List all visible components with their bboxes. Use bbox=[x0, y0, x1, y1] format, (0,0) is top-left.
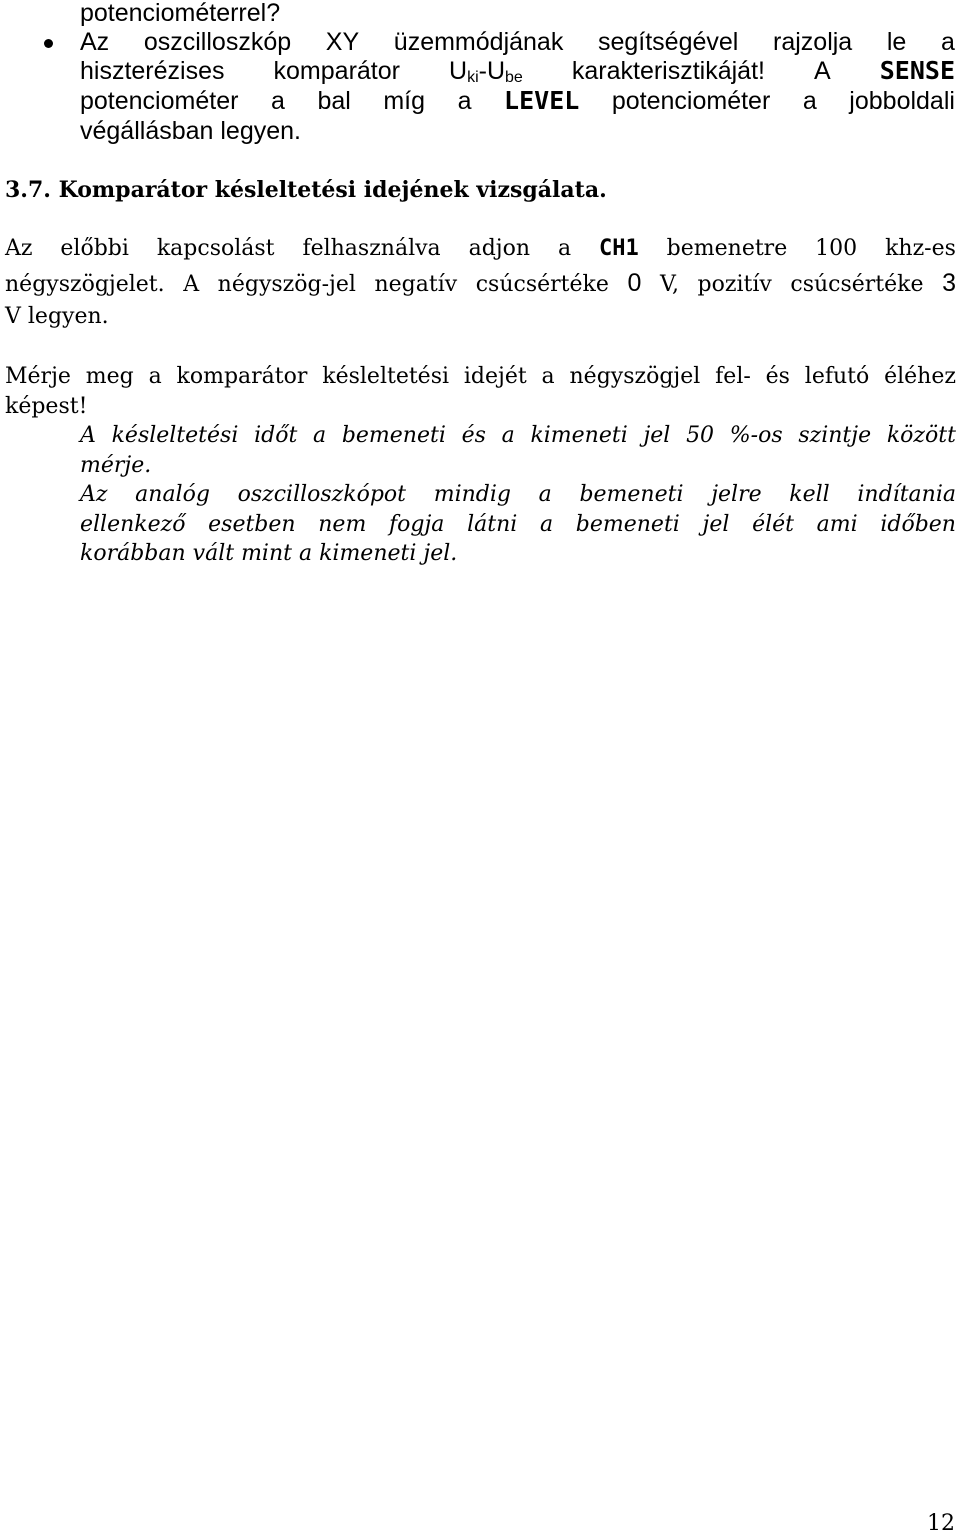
word: és bbox=[461, 423, 486, 448]
para1-line-2: négyszögjelet. A négyszög-jel negatív csúcsértéke 0 V, pozitív csúcsértéke 3 bbox=[5, 269, 956, 297]
word: potenciométer bbox=[80, 87, 239, 115]
word: a bbox=[501, 423, 515, 448]
word: A bbox=[80, 423, 96, 448]
para1-line-1 bbox=[5, 234, 956, 264]
word: analóg bbox=[135, 482, 210, 507]
positive-peak-value: 3 bbox=[942, 269, 956, 297]
word: éléhez bbox=[884, 364, 956, 389]
word: kell bbox=[789, 482, 830, 507]
para1-line-3: V legyen. bbox=[5, 304, 109, 329]
word: késleltetési bbox=[322, 364, 450, 389]
word: bemeneti bbox=[575, 512, 680, 537]
word: %-os bbox=[729, 423, 783, 448]
word: bemeneti bbox=[341, 423, 446, 448]
para2-line-1 bbox=[5, 362, 956, 392]
word: oszcilloszkópot bbox=[237, 482, 407, 507]
word: a bbox=[557, 236, 572, 261]
word: 50 bbox=[686, 423, 715, 448]
bullet-line-3 bbox=[80, 86, 955, 116]
word: felhasználva bbox=[302, 236, 441, 261]
word: Az bbox=[5, 236, 33, 261]
sense-label: SENSE bbox=[879, 56, 955, 85]
word: míg bbox=[383, 87, 426, 115]
word: előbbi bbox=[60, 236, 129, 261]
word: ami bbox=[816, 512, 858, 537]
word: és bbox=[765, 364, 790, 389]
para2-line-6 bbox=[80, 510, 956, 540]
word: a bbox=[270, 87, 285, 115]
word: bemenetre bbox=[666, 236, 788, 261]
word: időt bbox=[254, 423, 298, 448]
word: a bbox=[313, 423, 327, 448]
page-number: 12 bbox=[927, 1511, 955, 1536]
word: hiszterézises bbox=[80, 57, 225, 85]
word: a bbox=[539, 512, 554, 537]
bullet-line-4: végállásban legyen. bbox=[80, 117, 301, 145]
word: Az bbox=[80, 28, 110, 56]
word: a bbox=[941, 28, 955, 56]
word: A bbox=[814, 57, 831, 85]
word: Mérje bbox=[5, 364, 71, 389]
ch1-label: CH1 bbox=[599, 236, 639, 261]
word: lefutó bbox=[804, 364, 870, 389]
word: fel- bbox=[715, 364, 751, 389]
word: 100 bbox=[815, 236, 858, 261]
para2-line-5 bbox=[80, 480, 956, 510]
word: látni bbox=[467, 512, 518, 537]
word: között bbox=[886, 423, 956, 448]
word: időben bbox=[880, 512, 956, 537]
word: jel bbox=[702, 512, 730, 537]
para2-line-2: képest! bbox=[5, 394, 88, 419]
word: fogja bbox=[389, 512, 445, 537]
word: oszcilloszkóp bbox=[143, 28, 292, 56]
word: bemeneti bbox=[579, 482, 684, 507]
word: késleltetési bbox=[111, 423, 239, 448]
word: kapcsolást bbox=[156, 236, 275, 261]
word: le bbox=[886, 28, 907, 56]
word: nem bbox=[318, 512, 367, 537]
level-label: LEVEL bbox=[504, 86, 580, 115]
word: a bbox=[538, 482, 552, 507]
bullet-prev-line: potenciométerrel? bbox=[80, 0, 281, 27]
word: komparátor bbox=[273, 57, 400, 85]
word: jobboldali bbox=[849, 87, 955, 115]
word: kimeneti bbox=[530, 423, 628, 448]
word: jel bbox=[643, 423, 671, 448]
formula-u-ki-u-be: Uki-Ube bbox=[449, 57, 523, 86]
negative-peak-value: 0 bbox=[627, 269, 642, 297]
word: XY bbox=[325, 28, 360, 56]
word: szintje bbox=[798, 423, 872, 448]
word: potenciométer bbox=[611, 87, 771, 115]
word: komparátor bbox=[176, 364, 308, 389]
para2-line-7: korábban vált mint a kimeneti jel. bbox=[80, 541, 458, 566]
word: segítségével bbox=[597, 28, 739, 56]
word: bal bbox=[317, 87, 351, 115]
word: a bbox=[148, 364, 162, 389]
word: négyszögjel bbox=[569, 364, 701, 389]
para2-line-3 bbox=[80, 421, 956, 451]
word: ellenkező bbox=[80, 512, 186, 537]
word: üzemmódjának bbox=[393, 28, 564, 56]
word: a bbox=[457, 87, 472, 115]
word: idejét bbox=[463, 364, 527, 389]
word: a bbox=[802, 87, 817, 115]
word: Az bbox=[80, 482, 108, 507]
word: indítania bbox=[857, 482, 956, 507]
bullet-dot-icon bbox=[44, 39, 53, 48]
word: mindig bbox=[433, 482, 511, 507]
word: esetben bbox=[208, 512, 296, 537]
word: khz-es bbox=[885, 236, 956, 261]
word: adjon bbox=[468, 236, 531, 261]
word: rajzolja bbox=[773, 28, 853, 56]
word: jelre bbox=[711, 482, 762, 507]
word: élét bbox=[752, 512, 794, 537]
word: meg bbox=[85, 364, 134, 389]
word: karakterisztikáját! bbox=[571, 57, 765, 85]
bullet-line-1 bbox=[80, 27, 955, 57]
para2-line-4: mérje. bbox=[80, 453, 152, 478]
word: a bbox=[541, 364, 555, 389]
section-heading: 3.7. Komparátor késleltetési idejének vizsgálata. bbox=[5, 177, 607, 203]
